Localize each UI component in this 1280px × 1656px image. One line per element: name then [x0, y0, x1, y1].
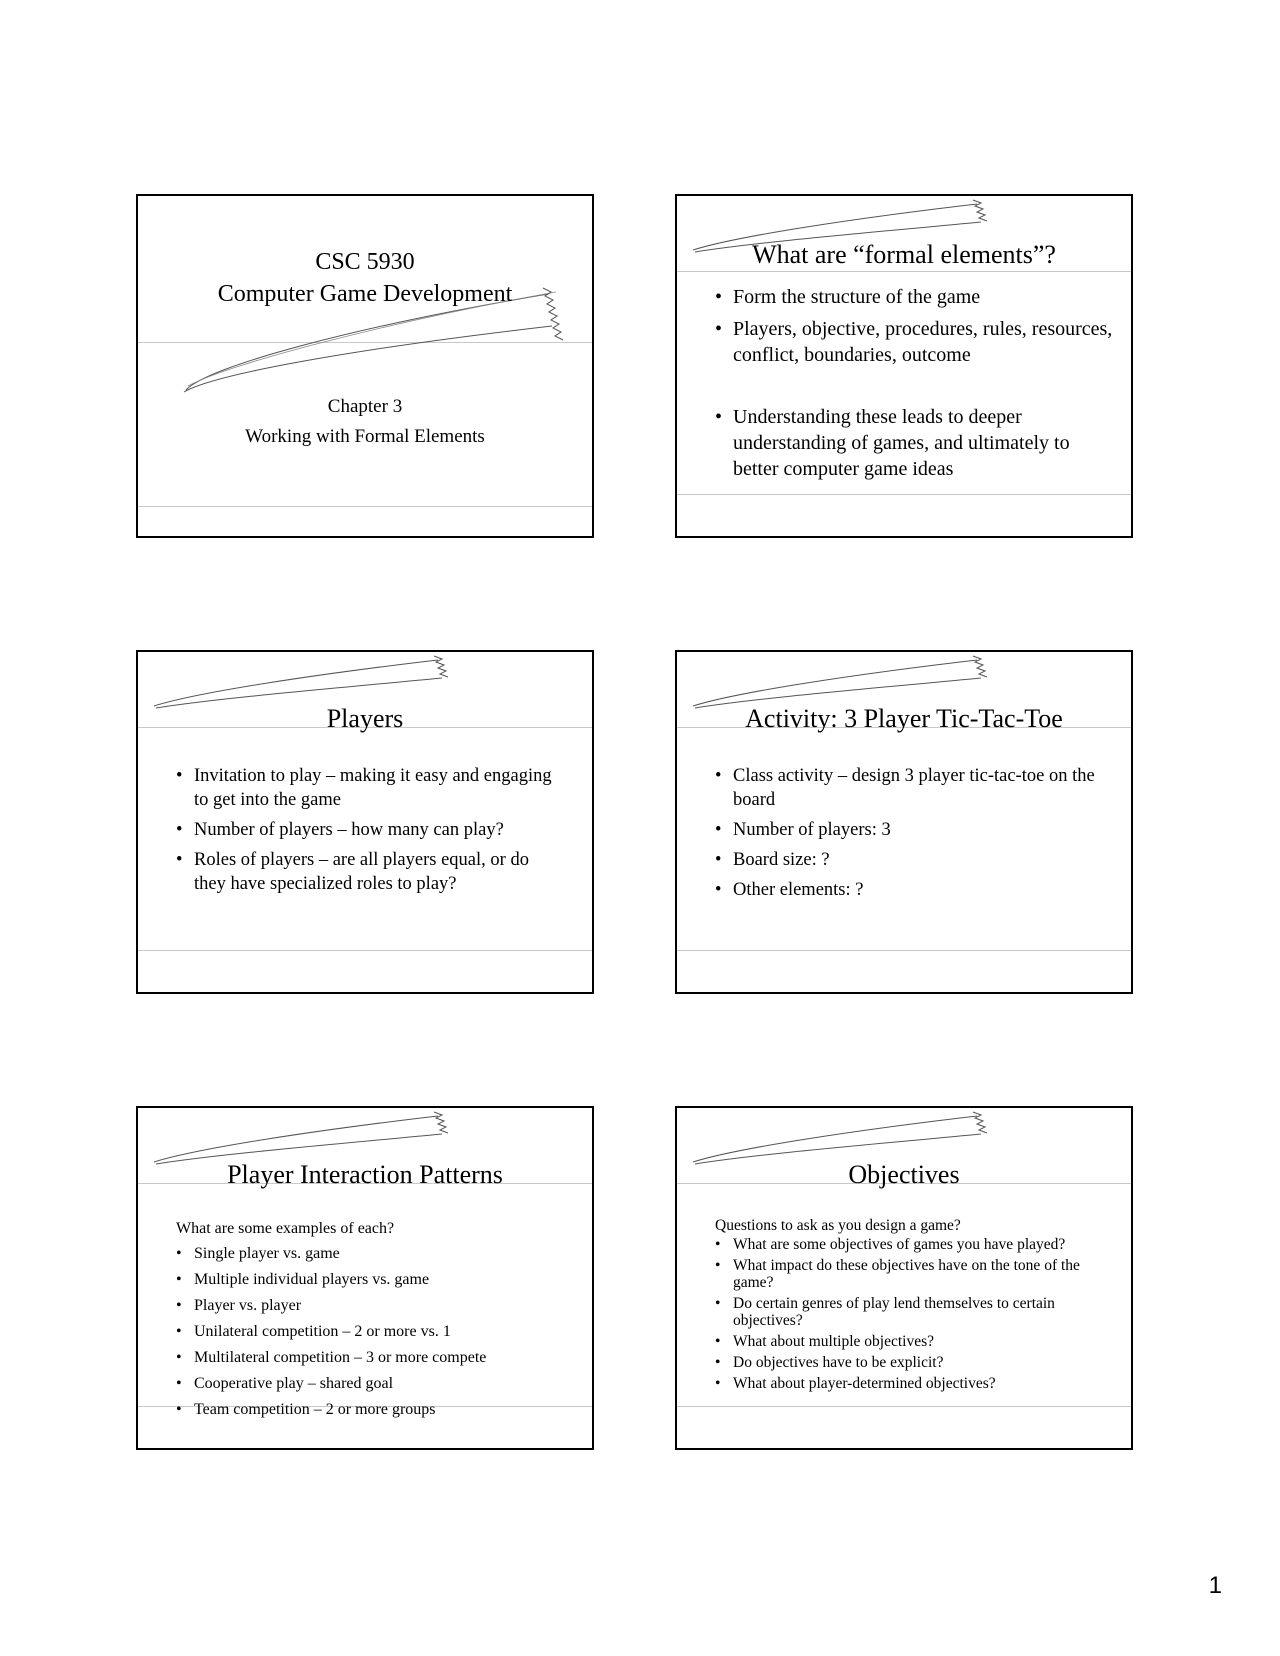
slide-title-line-1: CSC 5930	[315, 249, 415, 275]
slide-lead-text: Questions to ask as you design a game?	[715, 1217, 961, 1234]
slide-title: Activity: 3 Player Tic-Tac-Toe	[745, 704, 1063, 733]
bullet-list	[715, 764, 1095, 902]
slide-6-objectives	[675, 1106, 1133, 1450]
bullet-item: • Understanding these leads to deeper understanding of games, and ultimately to better computer game ideas	[715, 404, 1115, 482]
bullet-item: • Form the structure of the game	[715, 284, 1115, 310]
slide-footer-divider	[138, 506, 592, 507]
bullet-item: • Multilateral competition – 3 or more compete	[176, 1347, 566, 1369]
slide-footer-divider	[677, 494, 1131, 495]
bullet-item: • Multiple individual players vs. game	[176, 1269, 566, 1291]
bullet-item: • Do certain genres of play lend themselves to certain objectives?	[715, 1295, 1095, 1329]
bullet-item: • Cooperative play – shared goal	[176, 1373, 566, 1395]
bullet-item: • Other elements: ?	[715, 878, 1095, 902]
bullet-item: • What about multiple objectives?	[715, 1333, 1095, 1350]
bullet-item: • Board size: ?	[715, 848, 1095, 872]
slide-title: Player Interaction Patterns	[227, 1160, 503, 1189]
bullet-item: • Team competition – 2 or more groups	[176, 1399, 566, 1421]
slide-subtitle-line-1: Chapter 3	[327, 396, 403, 417]
slide-lead-text: What are some examples of each?	[176, 1220, 395, 1237]
bullet-item: • Number of players: 3	[715, 818, 1095, 842]
slide-footer-divider	[677, 950, 1131, 951]
bullet-item: • Player vs. player	[176, 1295, 566, 1317]
slide-footer-divider	[677, 1406, 1131, 1407]
bullet-list	[176, 1243, 566, 1421]
slide-title: What are “formal elements”?	[752, 240, 1056, 269]
bullet-item: • Do objectives have to be explicit?	[715, 1354, 1095, 1371]
bullet-item: • Class activity – design 3 player tic-tac-toe on the board	[715, 764, 1095, 812]
bullet-item: • Single player vs. game	[176, 1243, 566, 1265]
bullet-item: • Roles of players – are all players equal, or do they have specialized roles to play?	[176, 848, 556, 896]
bullet-item: • What about player-determined objectives?	[715, 1375, 1095, 1392]
slide-divider	[677, 271, 1131, 272]
bullet-item: • Unilateral competition – 2 or more vs. 1	[176, 1321, 566, 1343]
bullet-item: • Number of players – how many can play?	[176, 818, 556, 842]
slide-footer-divider	[138, 950, 592, 951]
slide-5-interaction-patterns	[136, 1106, 594, 1450]
slide-title: Players	[326, 704, 404, 733]
bullet-list	[715, 1236, 1095, 1392]
bullet-item: • What impact do these objectives have on the tone of the game?	[715, 1257, 1095, 1291]
bullet-item: • What are some objectives of games you have played?	[715, 1236, 1095, 1253]
bullet-item: • Invitation to play – making it easy and engaging to get into the game	[176, 764, 556, 812]
slide-4-tic-tac-toe	[675, 650, 1133, 994]
slide-3-players	[136, 650, 594, 994]
slide-title: Objectives	[848, 1160, 960, 1189]
bullet-list	[176, 764, 556, 896]
bullet-list	[715, 284, 1115, 482]
slide-title-line-2: Computer Game Development	[217, 281, 513, 307]
slide-divider	[138, 342, 592, 343]
bullet-item: • Players, objective, procedures, rules, resources, conflict, boundaries, outcome	[715, 316, 1115, 368]
slide-2-formal-elements	[675, 194, 1133, 538]
page-number: 1	[1208, 1572, 1222, 1599]
slide-subtitle-line-2: Working with Formal Elements	[245, 426, 485, 447]
slide-1-title	[136, 194, 594, 538]
